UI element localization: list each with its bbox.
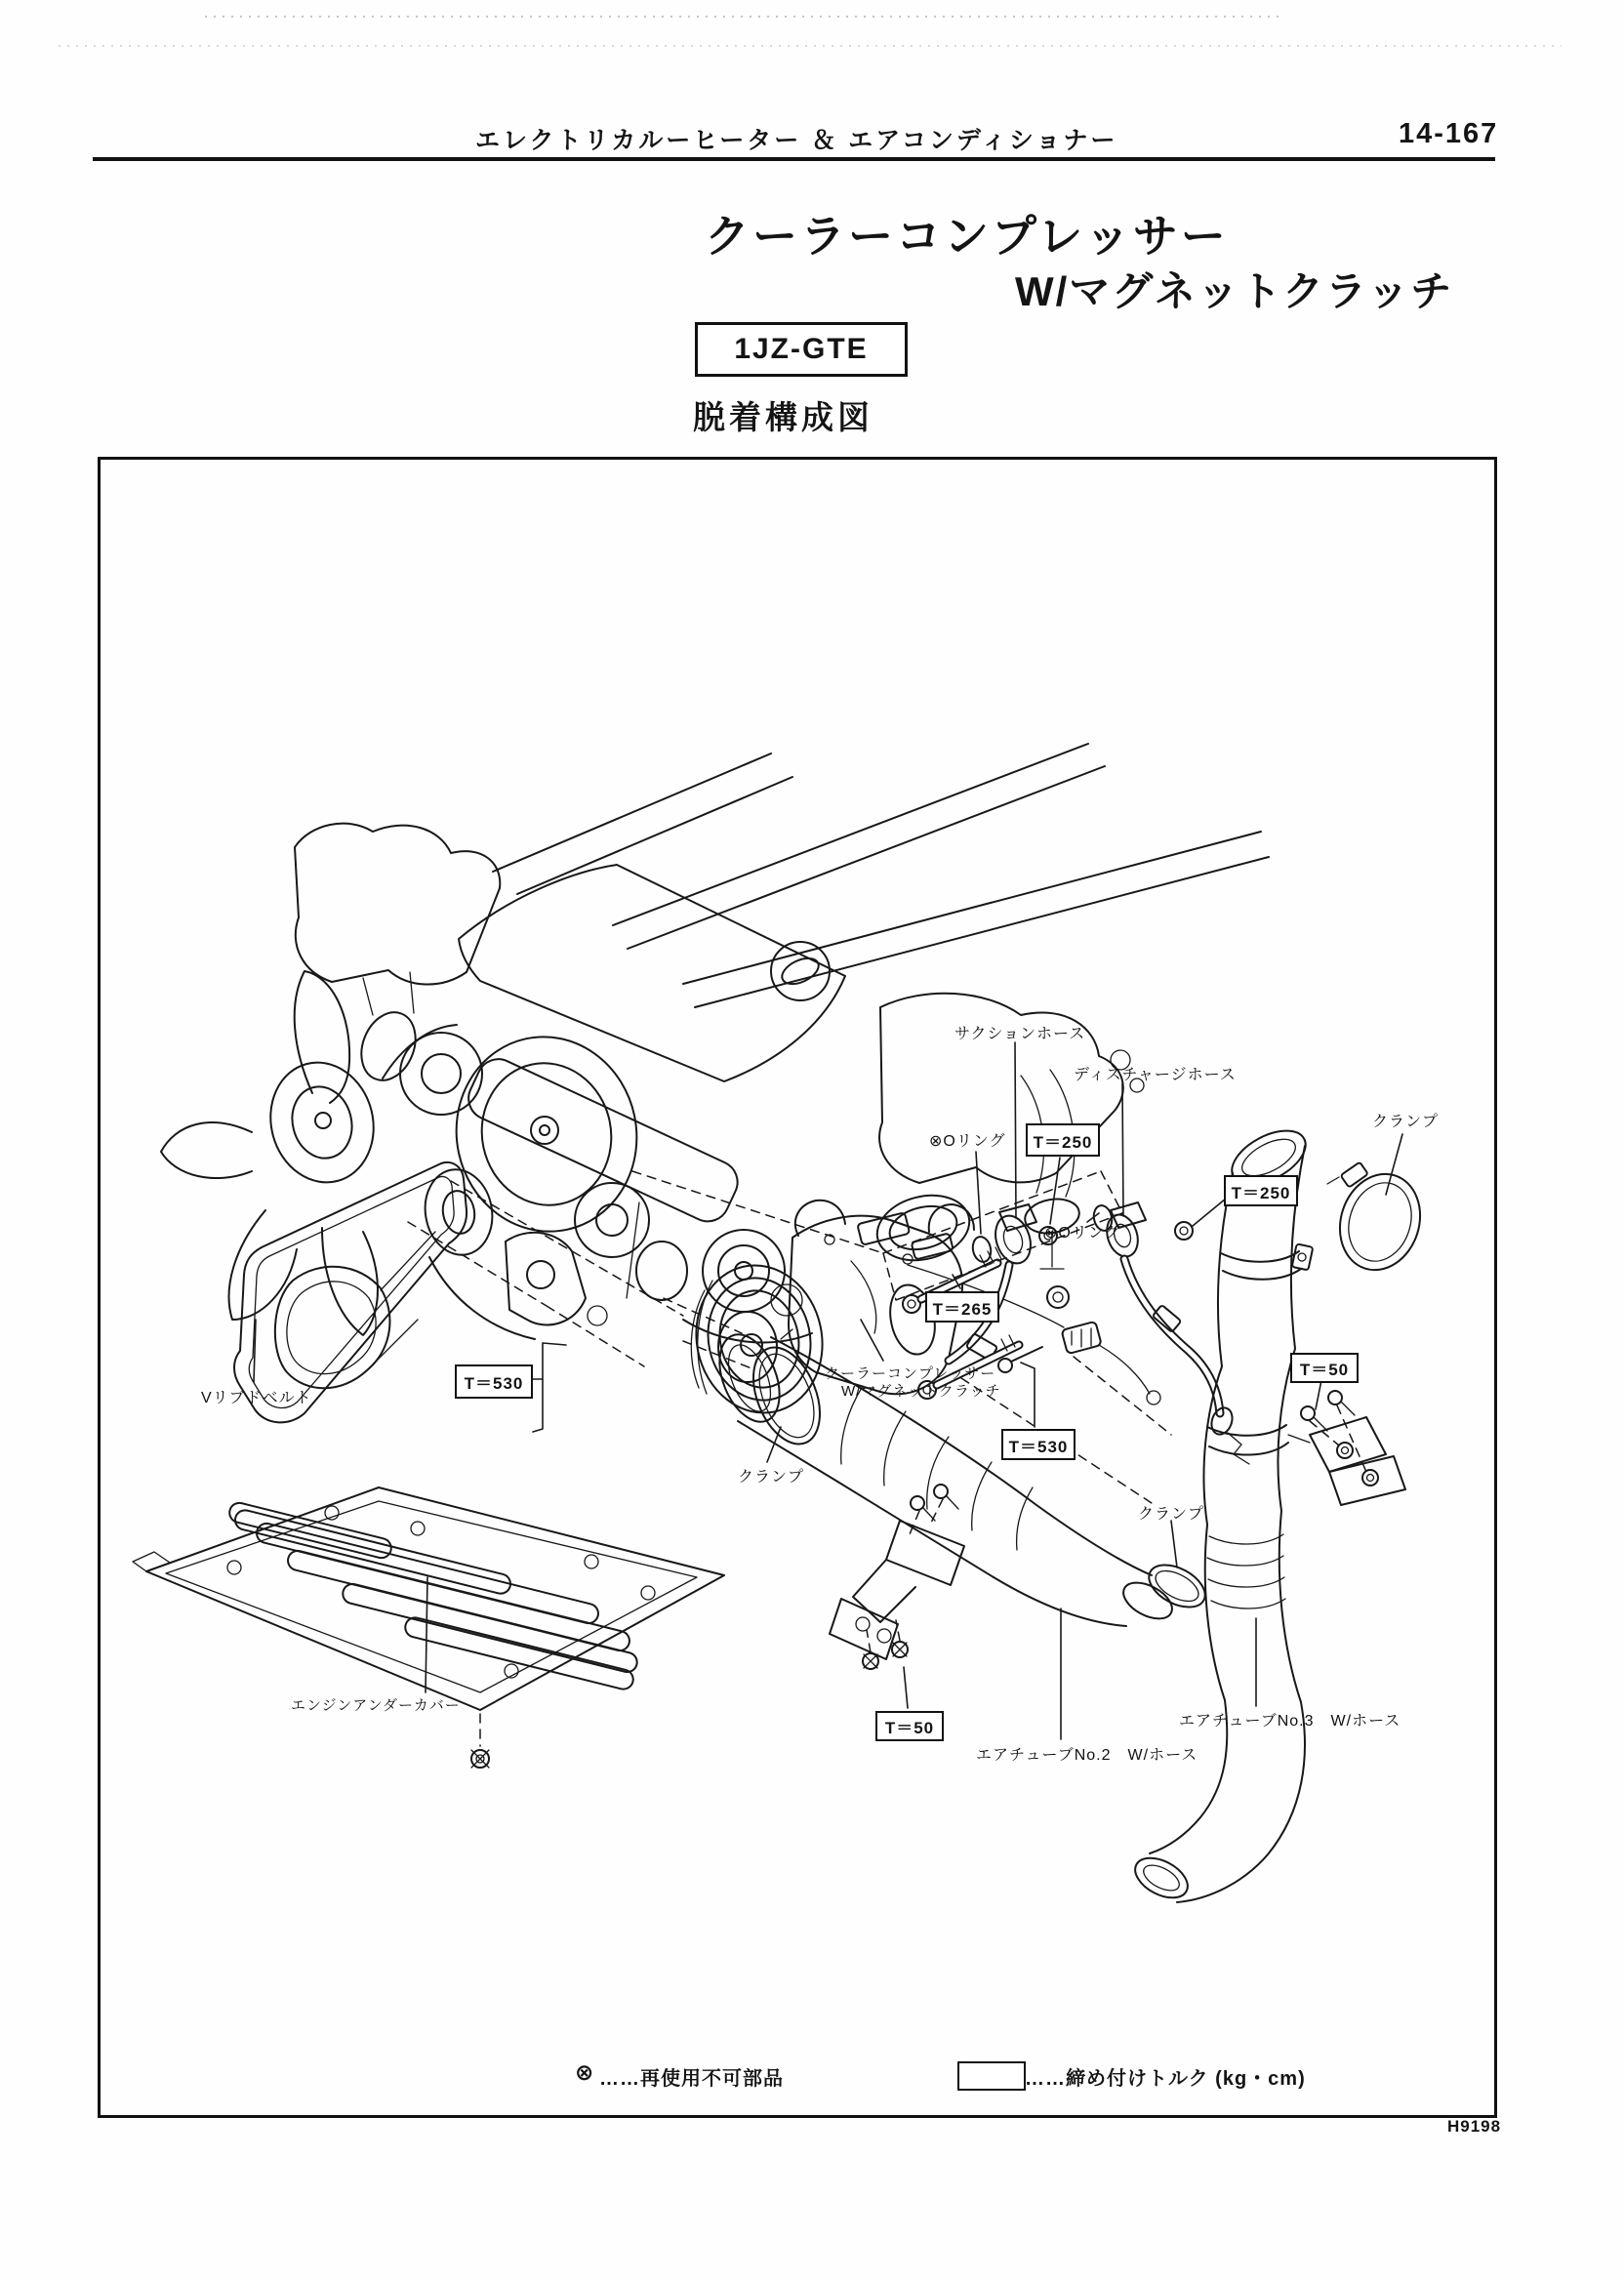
torque-tag-t250-b: T＝250 [1224,1175,1298,1206]
v-ribbed-belt-illustration [234,1162,467,1422]
clamp-ring-illustration [1327,1162,1432,1281]
torque-tag-t50-b: T＝50 [875,1711,944,1741]
label-clamp-1: クランプ [1372,1114,1440,1130]
label-o-ring-1: ⊗Oリング [929,1133,1006,1150]
label-compressor-line1: クーラーコンプレッサー [825,1365,996,1382]
label-engine-under-cover: エンジンアンダーカバー [291,1697,461,1714]
page-number: 14-167 [1399,118,1499,149]
label-discharge-hose: ディスチャージホース [1074,1067,1237,1083]
legend-torque-box-icon [957,2061,1026,2091]
label-compressor-line2: W/マグネットクラッチ [841,1383,1001,1400]
page-title-line2: W/マグネットクラッチ [1015,268,1454,314]
label-v-ribbed-belt: Vリブドベルト [201,1390,312,1406]
label-o-ring-2: ⊗Oリング [1044,1225,1121,1242]
figure-code: H9198 [1447,2117,1502,2136]
engine-model-label: 1JZ-GTE [734,333,869,365]
torque-tag-t265: T＝265 [925,1291,999,1323]
under-cover-illustration [133,1487,724,1768]
label-air-tube-no3: エアチューブNo.3 W/ホース [1179,1713,1401,1730]
label-suction-hose: サクションホース [954,1026,1086,1042]
non-reusable-icon: ⊗ [575,2059,595,2085]
torque-tag-t530-b: T＝530 [1001,1429,1076,1460]
torque-tag-t530-a: T＝530 [455,1364,533,1399]
legend-torque: ……締め付けトルク (kg・cm) [1025,2068,1306,2090]
breadcrumb-section-title: エレクトリカルーヒーター ＆ エアコンディショナー [475,127,1118,154]
page-title-line1: クーラーコンプレッサー [705,211,1229,262]
label-leader-lines [254,1042,1402,1739]
torque-tag-t50-a: T＝50 [1290,1353,1359,1383]
label-air-tube-no2: エアチューブNo.2 W/ホース [976,1747,1198,1764]
label-clamp-2: クランプ [738,1469,805,1486]
label-clamp-3: クランプ [1138,1506,1205,1523]
torque-tag-t250-a: T＝250 [1026,1123,1100,1157]
figure-subtitle: 脱着構成図 [693,399,873,435]
legend-non-reusable: ……再使用不可部品 [599,2068,784,2090]
